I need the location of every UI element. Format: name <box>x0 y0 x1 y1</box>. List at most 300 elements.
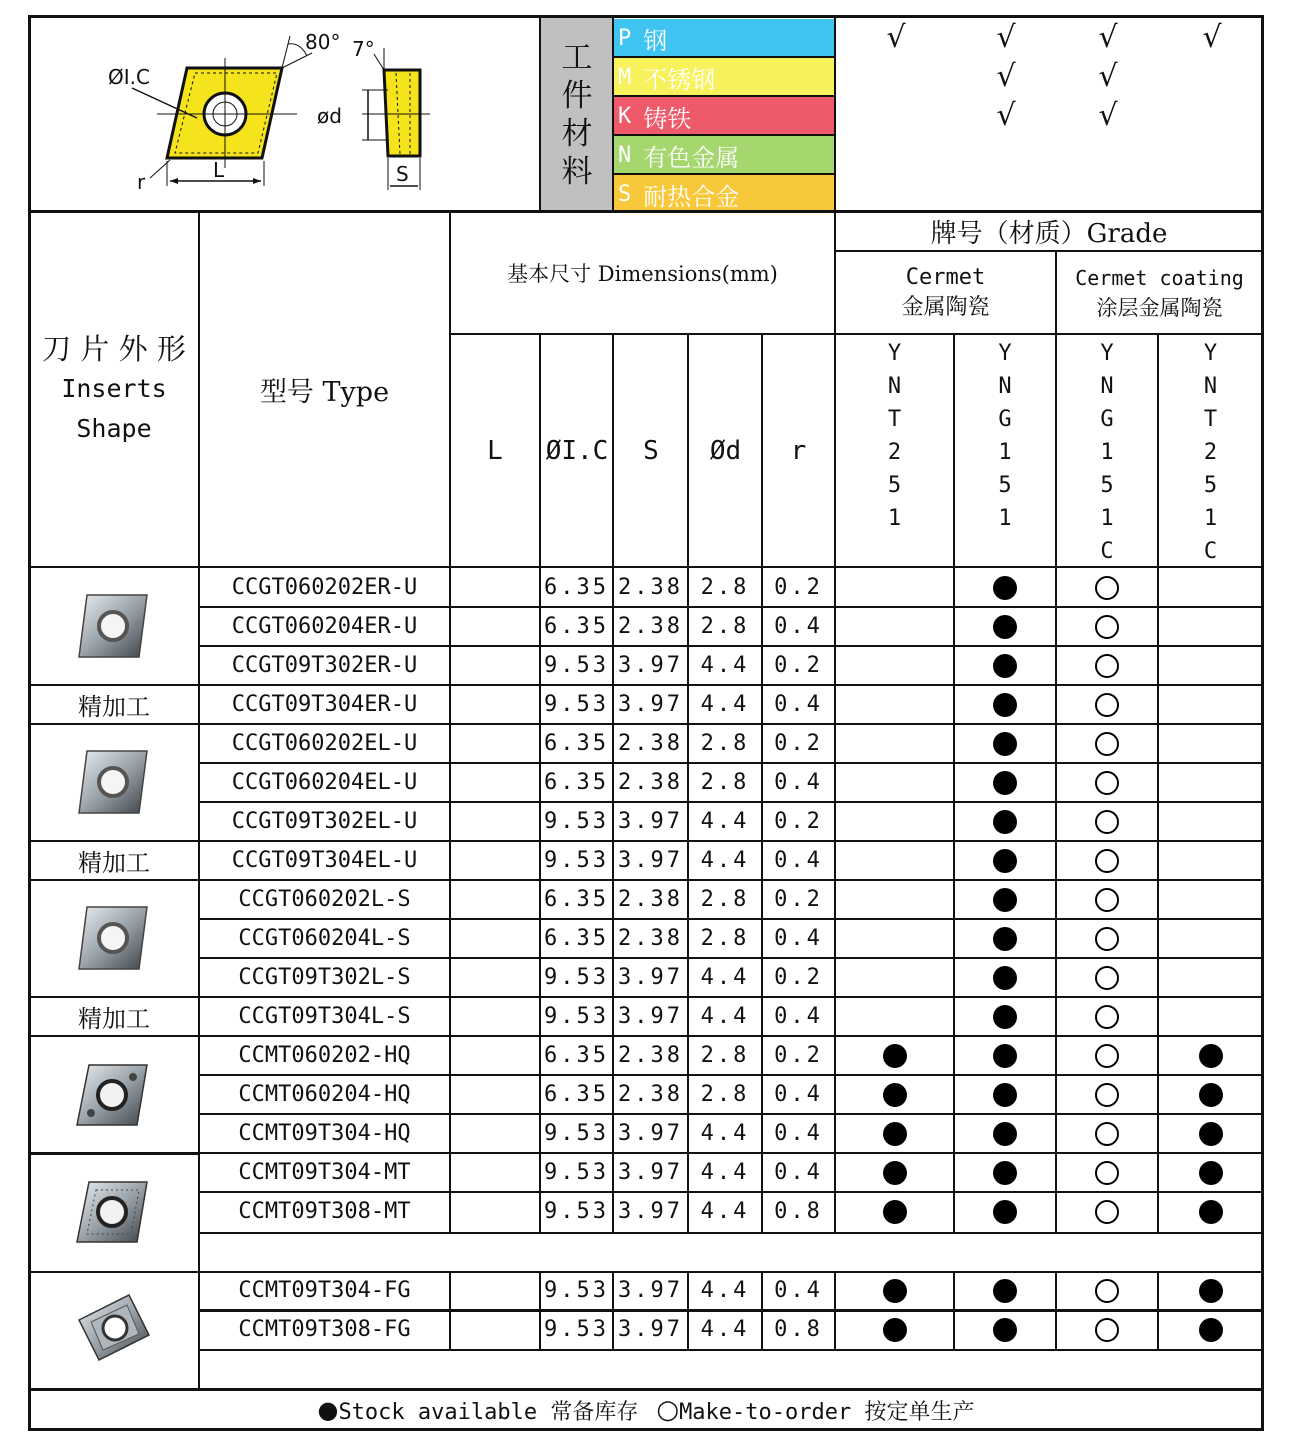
grade-cell <box>1057 724 1157 763</box>
grade-header-letter: Y <box>1100 341 1114 366</box>
group-divider <box>30 840 198 842</box>
header-shape <box>30 212 198 566</box>
grade-header-letter: N <box>887 374 902 399</box>
header-shape-en2: Shape <box>76 414 152 443</box>
divider <box>539 17 541 211</box>
divider <box>198 1232 1262 1234</box>
grade-cell <box>1057 997 1157 1036</box>
stock-available-dot <box>1199 1044 1223 1068</box>
grade-cell <box>1057 1310 1157 1349</box>
dimension-cell-d: 2.8 <box>700 614 750 639</box>
grade-header-letter: 5 <box>998 473 1012 498</box>
divider <box>198 1349 1262 1351</box>
shape-group-label: 精加工 <box>78 849 150 877</box>
dimension-cell-s: 2.38 <box>618 1043 683 1068</box>
stock-available-dot <box>993 615 1017 639</box>
header-col-s: S <box>643 435 659 466</box>
dimension-cell-ic: 9.53 <box>544 809 609 834</box>
stock-available-dot <box>993 654 1017 678</box>
dimension-cell-l <box>451 1310 539 1349</box>
stock-available-dot <box>883 1161 907 1185</box>
dimension-cell-r: 0.8 <box>774 1199 823 1224</box>
make-to-order-circle <box>1095 576 1119 600</box>
stock-available-dot <box>883 1318 907 1342</box>
stock-available-dot <box>993 927 1017 951</box>
grade-cell <box>955 685 1055 724</box>
grade-header-letter: N <box>1203 374 1218 399</box>
dimension-cell-l <box>451 1036 539 1075</box>
dimension-cell-s: 2.38 <box>618 575 683 600</box>
grade-header-letter: 5 <box>1203 473 1218 498</box>
grade-cell <box>1057 646 1157 685</box>
stock-available-dot <box>993 1005 1017 1029</box>
grade-cell <box>955 958 1055 997</box>
type-cell: CCMT060204-HQ <box>238 1082 411 1107</box>
dimension-cell-r: 0.2 <box>774 887 823 912</box>
material-row-s: S 耐热合金 <box>614 175 834 213</box>
grade-cell <box>1057 685 1157 724</box>
grade-header-letter: 1 <box>1100 506 1114 531</box>
dimension-cell-ic: 9.53 <box>544 1160 609 1185</box>
grade-header-letter: Y <box>998 341 1012 366</box>
insert-image-4 <box>30 1036 198 1153</box>
stock-available-dot <box>993 1044 1017 1068</box>
material-row-k: K 铸铁 <box>614 97 834 135</box>
dimension-cell-d: 2.8 <box>700 1043 750 1068</box>
grade-cell <box>955 1271 1055 1310</box>
make-to-order-circle <box>1095 1083 1119 1107</box>
make-to-order-circle <box>1095 810 1119 834</box>
dimension-cell-d: 4.4 <box>700 653 750 678</box>
make-to-order-circle <box>1095 771 1119 795</box>
grade-header-letter: G <box>1100 407 1114 432</box>
dimension-cell-d: 4.4 <box>700 965 750 990</box>
dimension-cell-ic: 6.35 <box>544 926 609 951</box>
make-to-order-circle <box>1095 1279 1119 1303</box>
divider <box>612 95 834 97</box>
grade-cell <box>1057 1192 1157 1231</box>
legend-stock-text: Stock available 常备库存 <box>338 1399 639 1425</box>
divider <box>834 17 836 211</box>
stock-available-dot <box>993 1122 1017 1146</box>
dimension-cell-r: 0.2 <box>774 809 823 834</box>
dimension-cell-ic: 6.35 <box>544 770 609 795</box>
dimension-cell-ic: 9.53 <box>544 1199 609 1224</box>
grade-header-letter: T <box>887 407 902 432</box>
make-to-order-circle <box>1095 1044 1119 1068</box>
dimension-cell-d: 4.4 <box>700 848 750 873</box>
dimension-cell-r: 0.2 <box>774 965 823 990</box>
dimension-cell-ic: 9.53 <box>544 965 609 990</box>
diagram-d-label: ød <box>317 104 342 128</box>
stock-available-dot <box>883 1200 907 1224</box>
grade-cell <box>1057 958 1157 997</box>
dimension-cell-d: 2.8 <box>700 1082 750 1107</box>
dimension-cell-s: 3.97 <box>618 1199 683 1224</box>
grade-cell <box>955 880 1055 919</box>
dimension-cell-d: 2.8 <box>700 926 750 951</box>
header-col-r: r <box>790 435 807 466</box>
dimension-cell-r: 0.4 <box>774 1121 823 1146</box>
stock-available-dot <box>993 888 1017 912</box>
type-cell: CCGT060204ER-U <box>231 614 418 639</box>
grade-cell <box>1159 1271 1262 1310</box>
grade-cell <box>1057 1075 1157 1114</box>
grade-cell <box>955 1036 1055 1075</box>
make-to-order-circle <box>1095 849 1119 873</box>
grade-header-letter: Y <box>887 341 902 366</box>
group-divider <box>30 996 198 998</box>
grade-header-letter: N <box>998 374 1012 399</box>
grade-header-1 <box>836 337 953 535</box>
dimension-cell-r: 0.2 <box>774 653 823 678</box>
grade-header-letter: 2 <box>1203 440 1218 465</box>
diagram-r-label: r <box>137 170 146 194</box>
dimension-cell-ic: 6.35 <box>544 887 609 912</box>
stock-available-dot <box>993 1161 1017 1185</box>
header-cermet-en: Cermet <box>905 264 986 290</box>
header-cermet <box>836 252 1055 333</box>
dimension-cell-d: 4.4 <box>700 1199 750 1224</box>
header-type: 型号 Type <box>259 376 390 408</box>
grade-cell <box>1057 802 1157 841</box>
dimension-cell-l <box>451 1192 539 1231</box>
grade-cell <box>836 1271 953 1310</box>
header-coated-cn: 涂层金属陶瓷 <box>1096 295 1223 320</box>
stock-available-dot <box>1199 1318 1223 1342</box>
grade-cell <box>955 607 1055 646</box>
header-grade: 牌号（材质）Grade <box>930 218 1168 249</box>
dimension-cell-r: 0.2 <box>774 731 823 756</box>
stock-available-dot <box>993 966 1017 990</box>
dimension-cell-s: 2.38 <box>618 614 683 639</box>
dimension-cell-l <box>451 1271 539 1310</box>
type-cell: CCGT060202ER-U <box>231 575 418 600</box>
make-to-order-circle <box>1095 654 1119 678</box>
type-cell: CCMT09T308-FG <box>238 1317 411 1342</box>
dimension-cell-d: 4.4 <box>700 1278 750 1303</box>
make-to-order-circle <box>1095 966 1119 990</box>
make-to-order-circle <box>1095 1122 1119 1146</box>
stock-available-dot <box>993 576 1017 600</box>
dimension-cell-l <box>451 685 539 724</box>
dimension-cell-s: 3.97 <box>618 692 683 717</box>
insert-image-3 <box>30 880 198 997</box>
dimension-cell-ic: 6.35 <box>544 1043 609 1068</box>
check-mark-p-2: √ <box>996 20 1016 55</box>
grade-cell <box>1057 1036 1157 1075</box>
grade-cell <box>1159 1310 1262 1349</box>
type-cell: CCGT060202L-S <box>238 887 411 912</box>
grade-header-letter: 1 <box>998 440 1012 465</box>
dimension-cell-s: 3.97 <box>618 1160 683 1185</box>
dimension-cell-l <box>451 646 539 685</box>
grade-cell <box>955 763 1055 802</box>
grade-header-4 <box>1159 337 1262 568</box>
header-col-l: L <box>487 435 503 466</box>
grade-cell <box>1159 1153 1262 1192</box>
grade-cell <box>955 997 1055 1036</box>
grade-header-letter: 5 <box>1100 473 1114 498</box>
type-cell: CCGT060204L-S <box>238 926 411 951</box>
make-to-order-circle <box>1095 927 1119 951</box>
grade-cell <box>1057 763 1157 802</box>
grade-header-2 <box>955 337 1055 535</box>
grade-cell <box>1159 1114 1262 1153</box>
dimension-cell-s: 2.38 <box>618 926 683 951</box>
divider <box>834 250 1262 252</box>
stock-available-dot <box>883 1083 907 1107</box>
dimension-cell-ic: 9.53 <box>544 653 609 678</box>
dimension-cell-r: 0.4 <box>774 926 823 951</box>
material-row-p: P 钢 <box>614 19 834 57</box>
dimension-cell-l <box>451 763 539 802</box>
check-mark-p-4: √ <box>1202 20 1222 55</box>
header-coated-en: Cermet coating <box>1075 265 1244 290</box>
header-coated <box>1057 252 1262 333</box>
dimension-cell-r: 0.2 <box>774 575 823 600</box>
grade-cell <box>955 724 1055 763</box>
material-row-m: M 不锈钢 <box>614 58 834 96</box>
dimension-cell-s: 3.97 <box>618 1317 683 1342</box>
grade-cell <box>836 1075 953 1114</box>
dimension-cell-r: 0.4 <box>774 848 823 873</box>
make-to-order-circle <box>1095 732 1119 756</box>
stock-available-dot <box>1199 1200 1223 1224</box>
grade-header-letter: T <box>1203 407 1218 432</box>
dimension-cell-l <box>451 568 539 607</box>
dimension-cell-ic: 6.35 <box>544 1082 609 1107</box>
check-mark-p-3: √ <box>1098 20 1118 55</box>
stock-available-dot <box>883 1044 907 1068</box>
dimension-cell-r: 0.4 <box>774 1082 823 1107</box>
check-mark-m-3: √ <box>1098 59 1118 94</box>
dimension-cell-s: 3.97 <box>618 1004 683 1029</box>
dimension-cell-r: 0.4 <box>774 1160 823 1185</box>
insert-side-view <box>384 70 420 156</box>
make-to-order-circle <box>1095 1161 1119 1185</box>
type-cell: CCGT09T304ER-U <box>231 692 418 717</box>
header-shape-cn: 刀 片 外 形 <box>42 332 186 366</box>
dimension-cell-s: 2.38 <box>618 731 683 756</box>
diagram-angle-80: 80° <box>305 30 341 54</box>
dimension-cell-ic: 6.35 <box>544 575 609 600</box>
dimension-cell-l <box>451 802 539 841</box>
type-cell: CCMT09T304-MT <box>238 1160 411 1185</box>
dimension-cell-l <box>451 1075 539 1114</box>
legend-order-symbol: ○ <box>656 1395 680 1425</box>
dimension-cell-ic: 9.53 <box>544 1278 609 1303</box>
divider <box>612 56 834 58</box>
make-to-order-circle <box>1095 693 1119 717</box>
divider <box>612 173 834 175</box>
dimension-cell-r: 0.4 <box>774 692 823 717</box>
check-mark-k-3: √ <box>1098 98 1118 133</box>
stock-available-dot <box>993 849 1017 873</box>
group-divider <box>30 684 198 686</box>
grade-cell <box>836 1036 953 1075</box>
type-cell: CCGT09T304L-S <box>238 1004 411 1029</box>
grade-cell <box>1159 1192 1262 1231</box>
insert-image-5 <box>30 1153 198 1270</box>
grade-cell <box>1057 841 1157 880</box>
stock-available-dot <box>993 810 1017 834</box>
check-mark-p-1: √ <box>886 20 906 55</box>
divider <box>612 134 834 136</box>
make-to-order-circle <box>1095 1005 1119 1029</box>
dimension-cell-l <box>451 724 539 763</box>
type-cell: CCMT09T304-FG <box>238 1278 411 1303</box>
stock-available-dot <box>993 1200 1017 1224</box>
grade-cell <box>955 1114 1055 1153</box>
dimension-cell-l <box>451 1153 539 1192</box>
dimension-cell-s: 3.97 <box>618 1121 683 1146</box>
grade-cell <box>1057 919 1157 958</box>
dimension-cell-ic: 9.53 <box>544 1317 609 1342</box>
legend <box>30 1391 1262 1429</box>
type-cell: CCGT060202EL-U <box>231 731 418 756</box>
dimension-cell-l <box>451 958 539 997</box>
divider <box>449 333 1262 335</box>
insert-image-6 <box>30 1271 198 1388</box>
dimension-cell-s: 3.97 <box>618 809 683 834</box>
dimension-cell-ic: 9.53 <box>544 1121 609 1146</box>
dimension-cell-l <box>451 841 539 880</box>
insert-image-2 <box>30 724 198 841</box>
grade-cell <box>836 1153 953 1192</box>
header-col-ic: ØI.C <box>545 435 609 466</box>
dimension-cell-ic: 9.53 <box>544 692 609 717</box>
dimension-cell-d: 2.8 <box>700 770 750 795</box>
material-row-n: N 有色金属 <box>614 136 834 174</box>
dimension-cell-l <box>451 919 539 958</box>
shape-group-label: 精加工 <box>78 1005 150 1033</box>
dimension-cell-s: 3.97 <box>618 1278 683 1303</box>
type-cell: CCMT09T304-HQ <box>238 1121 411 1146</box>
check-mark-k-2: √ <box>996 98 1016 133</box>
shape-group-label: 精加工 <box>78 693 150 721</box>
dimension-cell-r: 0.2 <box>774 1043 823 1068</box>
grade-cell <box>955 919 1055 958</box>
type-cell: CCMT060202-HQ <box>238 1043 411 1068</box>
make-to-order-circle <box>1095 615 1119 639</box>
grade-header-letter: 1 <box>1203 506 1218 531</box>
grade-cell <box>1057 1114 1157 1153</box>
stock-available-dot <box>993 1279 1017 1303</box>
grade-cell <box>955 841 1055 880</box>
dimension-cell-s: 2.38 <box>618 1082 683 1107</box>
grade-header-letter: 1 <box>1100 440 1114 465</box>
grade-cell <box>955 1075 1055 1114</box>
dimension-cell-r: 0.8 <box>774 1317 823 1342</box>
grade-cell <box>955 1153 1055 1192</box>
dimension-cell-l <box>451 607 539 646</box>
dimension-cell-r: 0.4 <box>774 1278 823 1303</box>
grade-header-3 <box>1057 337 1157 568</box>
stock-available-dot <box>993 693 1017 717</box>
type-cell: CCMT09T308-MT <box>238 1199 411 1224</box>
divider <box>612 17 614 211</box>
stock-available-dot <box>993 1083 1017 1107</box>
header-cermet-cn: 金属陶瓷 <box>901 294 990 320</box>
dimension-cell-r: 0.4 <box>774 1004 823 1029</box>
stock-available-dot <box>883 1279 907 1303</box>
dimension-cell-d: 4.4 <box>700 1317 750 1342</box>
dimension-cell-r: 0.4 <box>774 770 823 795</box>
diagram-angle-7: 7° <box>352 37 375 61</box>
dimension-cell-s: 3.97 <box>618 653 683 678</box>
insert-image-1 <box>30 568 198 685</box>
dimension-cell-s: 3.97 <box>618 848 683 873</box>
grade-cell <box>1057 568 1157 607</box>
stock-available-dot <box>993 1318 1017 1342</box>
dimension-cell-d: 4.4 <box>700 809 750 834</box>
grade-header-letter: C <box>1100 539 1114 564</box>
grade-header-letter: 1 <box>998 506 1012 531</box>
material-heading: 工 件 材 料 <box>541 18 613 211</box>
grade-cell <box>836 1114 953 1153</box>
header-col-d: Ød <box>709 435 742 466</box>
dimension-cell-ic: 9.53 <box>544 848 609 873</box>
dimension-cell-l <box>451 880 539 919</box>
dimension-cell-d: 2.8 <box>700 575 750 600</box>
grade-cell <box>955 1310 1055 1349</box>
grade-cell <box>1057 1271 1157 1310</box>
stock-available-dot <box>1199 1083 1223 1107</box>
stock-available-dot <box>993 732 1017 756</box>
stock-available-dot <box>1199 1161 1223 1185</box>
dimension-cell-l <box>451 1114 539 1153</box>
grade-header-letter: 2 <box>887 440 902 465</box>
legend-order-text: Make-to-order 按定单生产 <box>679 1399 975 1425</box>
type-cell: CCGT09T304EL-U <box>231 848 418 873</box>
type-cell: CCGT09T302L-S <box>238 965 411 990</box>
header-dimensions: 基本尺寸 Dimensions(mm) <box>507 261 778 286</box>
grade-cell <box>1159 1075 1262 1114</box>
dimension-cell-s: 2.38 <box>618 887 683 912</box>
header-shape-en1: Inserts <box>61 374 167 403</box>
type-cell: CCGT060204EL-U <box>231 770 418 795</box>
stock-available-dot <box>1199 1279 1223 1303</box>
dimension-cell-s: 2.38 <box>618 770 683 795</box>
diagram-l-label: L <box>213 158 225 182</box>
stock-available-dot <box>883 1122 907 1146</box>
dimension-cell-d: 4.4 <box>700 1160 750 1185</box>
legend-stock-symbol: ● <box>317 1396 339 1424</box>
grade-cell <box>836 1310 953 1349</box>
grade-cell <box>955 568 1055 607</box>
grade-header-letter: 1 <box>887 506 902 531</box>
grade-cell <box>1057 607 1157 646</box>
dimension-cell-d: 4.4 <box>700 1004 750 1029</box>
diagram-ic-label: ØI.C <box>108 65 150 89</box>
dimension-cell-ic: 9.53 <box>544 1004 609 1029</box>
group-divider <box>30 1153 198 1155</box>
check-mark-m-2: √ <box>996 59 1016 94</box>
dimension-cell-ic: 6.35 <box>544 731 609 756</box>
make-to-order-circle <box>1095 1200 1119 1224</box>
insert-dimension-diagram <box>32 18 537 208</box>
dimension-cell-d: 4.4 <box>700 692 750 717</box>
grade-header-letter: 5 <box>887 473 902 498</box>
grade-cell <box>836 1192 953 1231</box>
stock-available-dot <box>1199 1122 1223 1146</box>
grade-header-letter: Y <box>1203 341 1218 366</box>
type-cell: CCGT09T302ER-U <box>231 653 418 678</box>
dimension-cell-s: 3.97 <box>618 965 683 990</box>
dimension-cell-l <box>451 997 539 1036</box>
dimension-cell-ic: 6.35 <box>544 614 609 639</box>
